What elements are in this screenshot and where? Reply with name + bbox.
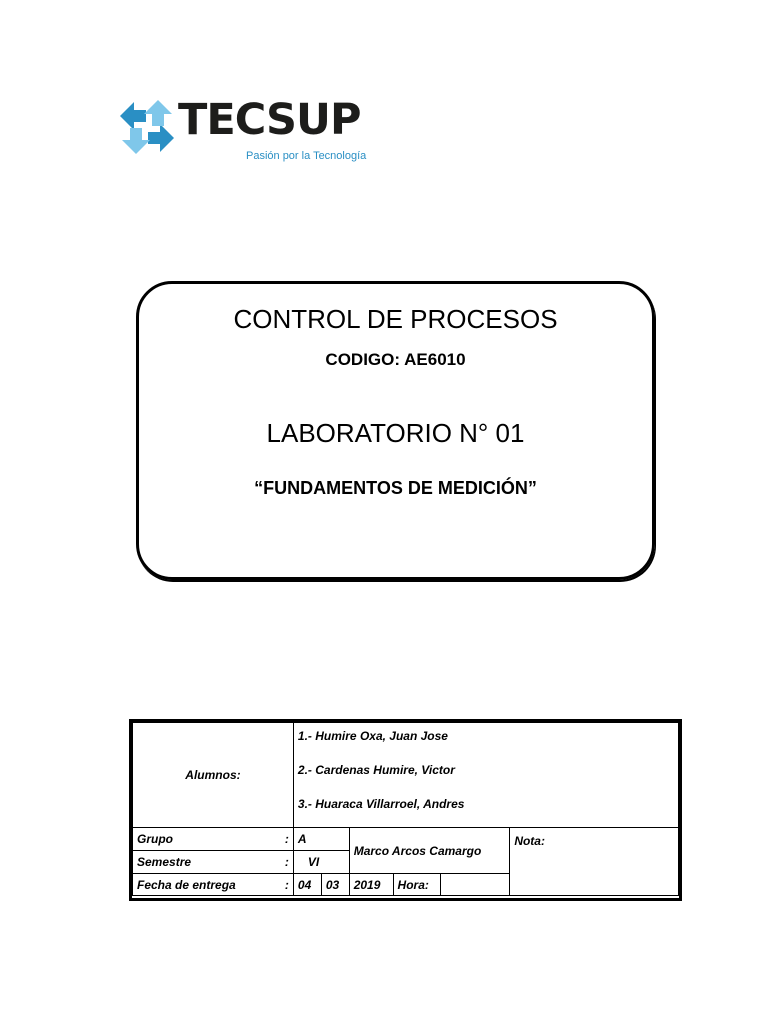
semestre-value: VI <box>293 851 349 874</box>
course-title: CONTROL DE PROCESOS <box>233 304 558 334</box>
grupo-colon: : <box>281 828 294 851</box>
fecha-label: Fecha de entrega <box>133 874 281 896</box>
nota-label: Nota: <box>510 828 679 896</box>
logo-wordmark: TECSUP <box>178 95 361 145</box>
semestre-colon: : <box>281 851 294 874</box>
semestre-label: Semestre <box>133 851 281 874</box>
fecha-day: 04 <box>293 874 321 896</box>
tecsup-logo-mark-icon <box>116 96 178 158</box>
lab-subtitle: “FUNDAMENTOS DE MEDICIÓN” <box>254 478 537 498</box>
fecha-year: 2019 <box>349 874 393 896</box>
logo-tagline: Pasión por la Tecnología <box>246 150 367 162</box>
grupo-value: A <box>293 828 349 851</box>
hora-label: Hora: <box>393 874 441 896</box>
tecsup-logo <box>116 94 366 166</box>
student-2: 2.- Cardenas Humire, Victor <box>297 763 455 777</box>
student-1: 1.- Humire Oxa, Juan Jose <box>297 729 448 743</box>
student-3: 3.- Huaraca Villarroel, Andres <box>297 797 465 811</box>
fecha-colon: : <box>281 874 294 896</box>
grupo-label: Grupo <box>133 828 281 851</box>
teacher-name: Marco Arcos Camargo <box>349 828 510 874</box>
students-cell <box>293 723 678 828</box>
hora-value <box>441 874 510 896</box>
lab-title: LABORATORIO N° 01 <box>266 418 525 448</box>
info-table <box>132 722 679 896</box>
alumnos-label: Alumnos: <box>133 723 294 828</box>
course-code: CODIGO: AE6010 <box>325 350 466 369</box>
fecha-month: 03 <box>321 874 349 896</box>
